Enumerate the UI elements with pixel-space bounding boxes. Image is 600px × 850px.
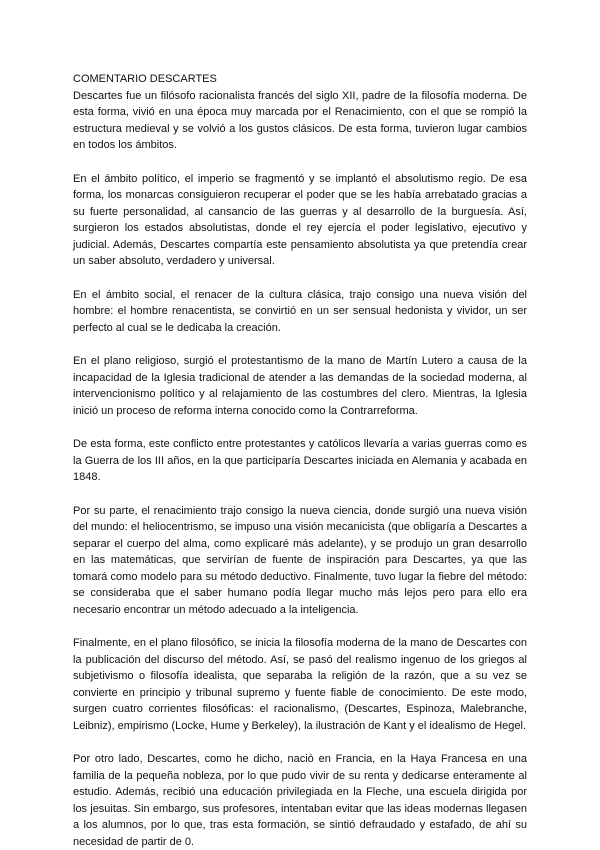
paragraph-biography: Por otro lado, Descartes, como he dicho, nació en Francia, en la Haya Francesa en una familia de la pequeña nobleza, por lo que pudo vivir de su renta y dedicarse enteramente al estudio. Además, recibió una educación privilegiada en la Fleche, una escuela dirigida por los jesuitas. Sin embargo, sus profesores, intentaban evitar que las ideas modernas llegasen a los alumnos, por lo que, tras esta formación, se sintió defraudado y estafado, de ahí su necesidad de partir de 0. [73, 753, 527, 848]
paragraph-social: En el ámbito social, el renacer de la cultura clásica, trajo consigo una nueva visión del hombre: el hombre renacentista, se convirtió en un ser sensual hedonista y vividor, un ser perfecto al cual se le dedicaba la creación. [73, 288, 527, 334]
document-title: COMENTARIO DESCARTES [73, 73, 217, 85]
paragraph-conflict: De esta forma, este conflicto entre protestantes y católicos llevaría a varias guerras como es la Guerra de los III años, en la que participaría Descartes iniciada en Alemania y acabada en 1848. [73, 438, 527, 483]
paragraph-political: En el ámbito político, el imperio se fragmentó y se implantó el absolutismo regio. De esa forma, los monarcas consiguieron recuperar el poder que se les había arrebatado gracias a su fuerte personalidad, al cansancio de las guerras y al desarrollo de la burguesía. Así, surgieron los estados absolutistas, donde el rey ejercía el poder legislativo, ejecutivo y judicial. Además, Descartes compartía este pensamiento absolutista ya que pretendía crear un saber absoluto, verdadero y universal. [73, 172, 527, 267]
paragraph-science: Por su parte, el renacimiento trajo consigo la nueva ciencia, donde surgió una nueva visión del mundo: el heliocentrismo, se impuso una visión mecanicista (que obligaría a Descartes a separar el cuerpo del alma, como explicaré más adelante), y se produjo un gran desarrollo en las matemáticas, que servirían de fuente de inspiración para Descartes, ya que las tomará como modelo para su método deductivo. Finalmente, tuvo lugar la fiebre del método: se consideraba que el saber humano podía llegar mucho más lejos pero para ello era necesario encontrar un método adecuado a la inteligencia. [73, 504, 527, 616]
paragraph-philosophy: Finalmente, en el plano filosófico, se inicia la filosofía moderna de la mano de Descartes con la publicación del discurso del método. Así, se pasó del realismo ingenuo de los griegos al subjetivismo o filosofía idealista, que separaba la religión de la razón, que a su vez se convierte en principio y tribunal supremo y fuente fiable de conocimiento. De este modo, surgen cuatro corrientes filosóficas: el racionalismo, (Descartes, Espinoza, Malebranche, Leibniz), empirismo (Locke, Hume y Berkeley), la ilustración de Kant y el idealismo de Hegel. [73, 637, 527, 732]
paragraph-religious: En el plano religioso, surgió el protestantismo de la mano de Martín Lutero a causa de la incapacidad de la Iglesia tradicional de atender a las demandas de la sociedad moderna, al intervencionismo político y al relajamiento de las costumbres del clero. Mientras, la Iglesia inició un proceso de reforma interna conocido como la Contrarreforma. [73, 355, 527, 417]
paragraph-intro: Descartes fue un filósofo racionalista francés del siglo XII, padre de la filosofía moderna. De esta forma, vivió en una época muy marcada por el Renacimiento, con el que se rompió la estructura medieval y se volvió a los gustos clásicos. De esta forma, tuvieron lugar cambios en todos los ámbitos. [73, 89, 527, 151]
